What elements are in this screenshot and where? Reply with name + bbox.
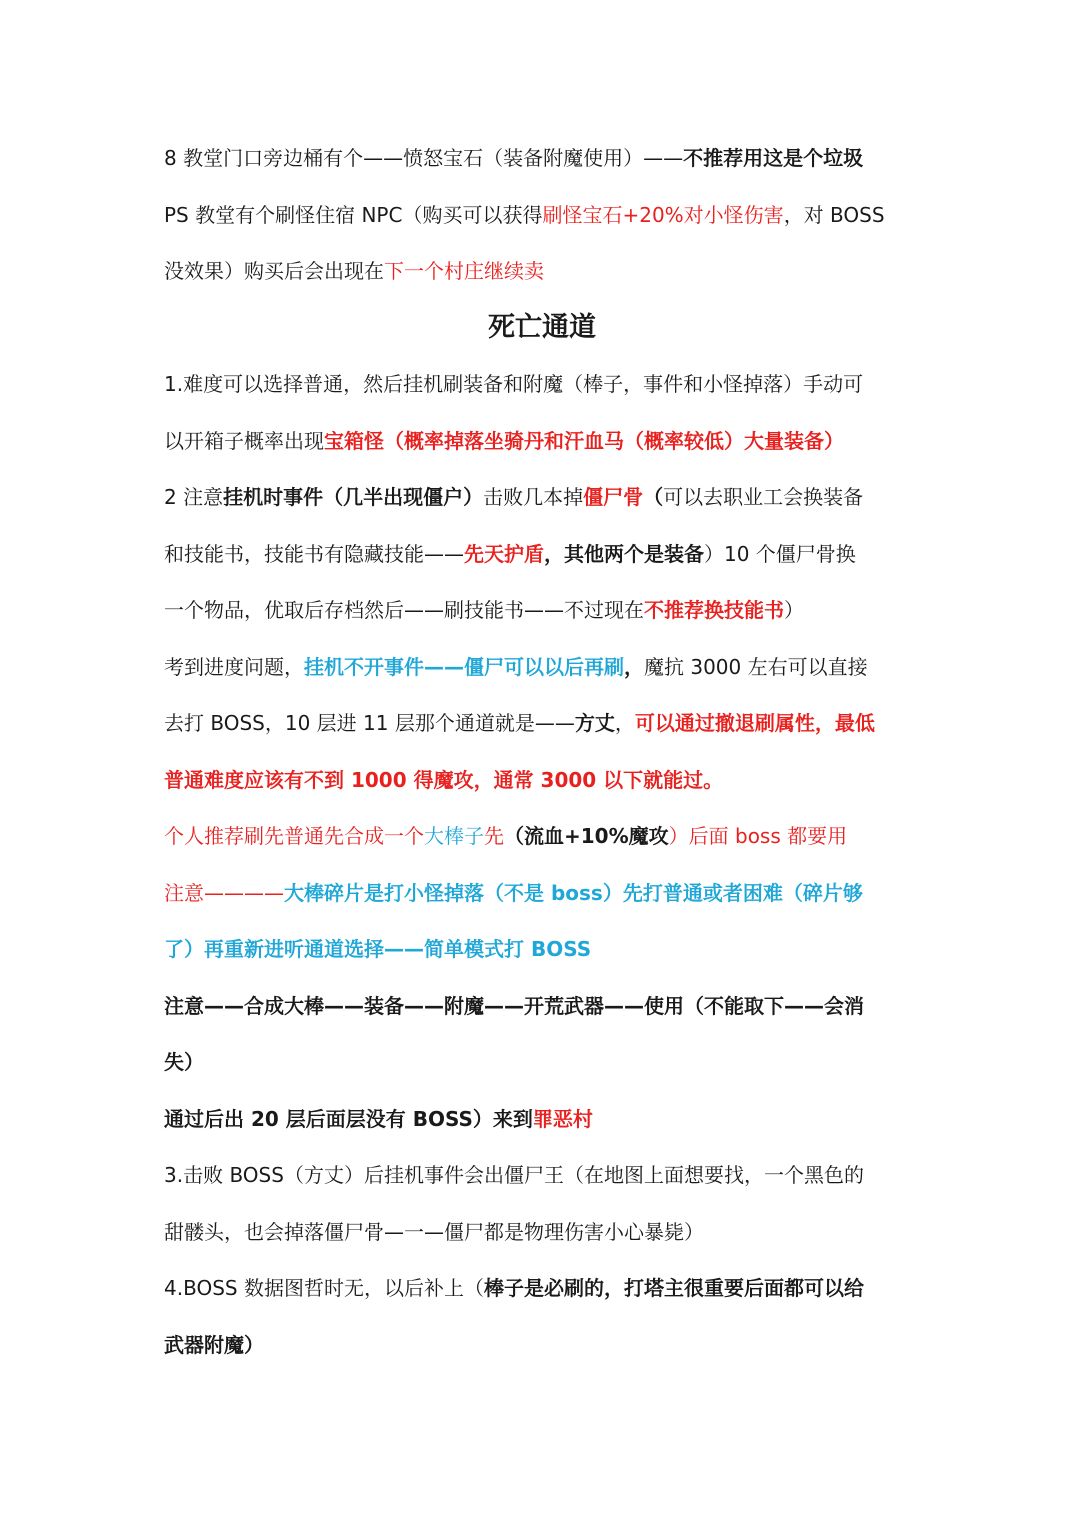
paragraph-line xyxy=(164,130,920,187)
paragraph-line xyxy=(164,865,920,922)
paragraph-line xyxy=(164,639,920,696)
highlight-red-text: 注意———— xyxy=(164,880,284,905)
emphasis-text: 失） xyxy=(164,1050,204,1074)
paragraph-line xyxy=(164,243,920,300)
highlight-red-text: 先 xyxy=(484,824,504,848)
highlight-red-bold-text: 不推荐换技能书 xyxy=(644,598,784,622)
text-run: ） xyxy=(784,598,804,622)
paragraph-line xyxy=(164,356,920,413)
highlight-blue-bold-text: 大棒碎片是打小怪掉落（不是 boss）先打普通或者困难（碎片够 xyxy=(284,880,863,905)
emphasis-text: 棒子是必刷的，打塔主很重要后面都可以给 xyxy=(483,1276,864,1300)
emphasis-text: 武器附魔） xyxy=(164,1332,264,1357)
text-run: 以开箱子概率出现 xyxy=(164,428,324,453)
text-run: 甜髅头，也会掉落僵尸骨—一—僵尸都是物理伤害小心暴毙） xyxy=(164,1219,704,1244)
emphasis-text: 方丈 xyxy=(574,711,615,735)
paragraph-line xyxy=(164,469,920,526)
emphasis-text: ， xyxy=(624,654,644,679)
text-run: 3.击败 BOSS（方丈）后挂机事件会出僵尸王（在地图上面想要找，一个黑色的 xyxy=(164,1163,864,1187)
text-run: 没效果）购买后会出现在 xyxy=(164,259,384,283)
highlight-red-text: 个人推荐刷先普通先合成一个 xyxy=(164,824,424,848)
emphasis-text: ，其他两个是装备 xyxy=(544,541,704,566)
paragraph-line xyxy=(164,1204,920,1261)
document-body xyxy=(164,130,920,1373)
highlight-red-bold-text: 宝箱怪（概率掉落坐骑丹和汗血马（概率较低）大量装备） xyxy=(324,428,844,453)
emphasis-text: 通过后出 20 层后面层没有 BOSS）来到 xyxy=(164,1106,533,1131)
highlight-red-bold-text: 先天护盾 xyxy=(464,541,544,566)
paragraph-line xyxy=(164,582,920,639)
paragraph-line xyxy=(164,1317,920,1374)
text-run: 可以去职业工会换装备 xyxy=(663,485,864,509)
paragraph-line xyxy=(164,1091,920,1148)
text-run: 8 教堂门口旁边桶有个——愤怒宝石（装备附魔使用）—— xyxy=(164,146,684,170)
highlight-red-text: ）后面 boss 都要用 xyxy=(668,824,848,848)
highlight-blue-bold-text: 挂机不开事件——僵尸可以以后再刷 xyxy=(304,654,624,679)
text-run: PS 教堂有个刷怪住宿 NPC（购买可以获得 xyxy=(164,202,543,227)
paragraph-line xyxy=(164,921,920,978)
highlight-red-bold-text: 罪恶村 xyxy=(532,1106,593,1131)
text-run: 和技能书，技能书有隐藏技能—— xyxy=(164,541,464,566)
highlight-red-text: 刷怪宝石+20%对小怪伤害 xyxy=(542,202,784,227)
text-run: 考到进度问题， xyxy=(164,654,304,679)
text-run: 2 注意 xyxy=(164,485,224,509)
highlight-red-bold-text: 普通难度应该有不到 1000 得魔攻，通常 3000 以下就能过。 xyxy=(164,767,724,792)
text-run: 1.难度可以选择普通，然后挂机刷装备和附魔（棒子，事件和小怪掉落）手动可 xyxy=(164,372,864,396)
section-title: 死亡通道 xyxy=(488,311,596,343)
paragraph-line xyxy=(164,526,920,583)
text-run: ， xyxy=(614,711,635,735)
paragraph-line xyxy=(164,1147,920,1204)
highlight-red-bold-text: 僵尸骨 xyxy=(583,485,644,509)
highlight-red-bold-text: 可以通过撤退刷属性，最低 xyxy=(634,711,875,735)
paragraph-line xyxy=(164,1034,920,1091)
paragraph-line xyxy=(164,808,920,865)
highlight-blue-text: 大棒子 xyxy=(424,824,484,848)
text-run: 去打 BOSS，10 层进 11 层那个通道就是—— xyxy=(164,711,575,735)
emphasis-text: 挂机时事件（几半出现僵户） xyxy=(223,485,484,509)
highlight-blue-bold-text: 了）再重新进听通道选择——简单模式打 BOSS xyxy=(164,937,592,961)
emphasis-text: （ xyxy=(643,485,664,509)
paragraph-line xyxy=(164,1260,920,1317)
paragraph-line xyxy=(164,413,920,470)
paragraph-line xyxy=(164,752,920,809)
text-run: 一个物品，优取后存档然后——刷技能书——不过现在 xyxy=(164,598,644,622)
text-run: ）10 个僵尸骨换 xyxy=(704,541,856,566)
paragraph-line xyxy=(164,695,920,752)
emphasis-text: 不推荐用这是个垃圾 xyxy=(683,146,864,170)
emphasis-text: （流血+10%魔攻 xyxy=(504,824,669,848)
paragraph-line xyxy=(164,187,920,244)
paragraph-line xyxy=(164,978,920,1035)
text-run: 魔抗 3000 左右可以直接 xyxy=(644,654,868,679)
highlight-red-text: 下一个村庄继续卖 xyxy=(384,259,544,283)
text-run: 4.BOSS 数据图哲时无，以后补上（ xyxy=(164,1276,484,1300)
emphasis-text: 注意——合成大棒——装备——附魔——开荒武器——使用（不能取下——会消 xyxy=(164,993,864,1018)
text-run: ，对 BOSS xyxy=(783,202,885,227)
text-run: 击败几本掉 xyxy=(483,485,584,509)
